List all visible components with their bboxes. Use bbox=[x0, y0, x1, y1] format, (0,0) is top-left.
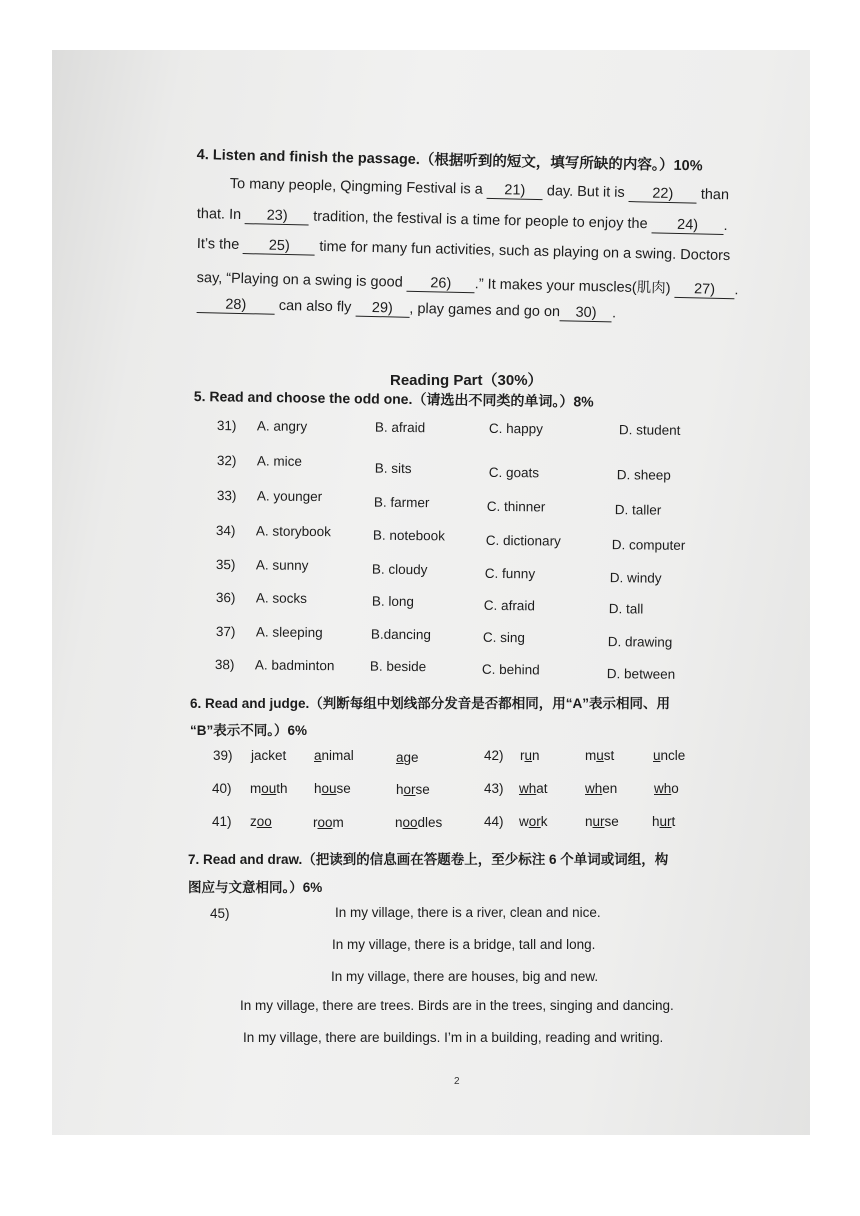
judge-word: zoo bbox=[250, 814, 272, 829]
judge-word: run bbox=[520, 748, 540, 763]
poem-line: In my village, there is a river, clean and nice. bbox=[335, 905, 601, 920]
passage-line-2: that. In 23) tradition, the festival is a time for people to enjoy the 24) . bbox=[196, 206, 728, 235]
judge-word: uncle bbox=[653, 748, 686, 763]
blank-25: 25) bbox=[243, 237, 315, 256]
choice-row: 34) A. storybook B. notebook C. dictionary D. computer bbox=[215, 523, 686, 553]
judge-word: who bbox=[654, 781, 679, 796]
poem-line: In my village, there is a bridge, tall and long. bbox=[332, 937, 596, 952]
question-45-number: 45) bbox=[210, 906, 230, 921]
judge-word: horse bbox=[396, 782, 430, 797]
judge-word: work bbox=[519, 814, 548, 829]
section-4-heading: 4. Listen and finish the passage.（根据听到的短文，填写所缺的内容。）10% bbox=[196, 146, 703, 175]
choice-row: 35) A. sunny B. cloudy C. funny D. windy bbox=[215, 557, 662, 586]
judge-word: what bbox=[519, 781, 548, 796]
section-6-heading-line-2: “B”表示不同。）6% bbox=[190, 723, 308, 738]
judge-word: mouth bbox=[250, 781, 288, 796]
choice-row: 37) A. sleeping B.dancing C. sing D. drawing bbox=[215, 624, 673, 650]
judge-word: room bbox=[313, 815, 344, 830]
blank-26: 26) bbox=[407, 275, 475, 294]
reading-part-title: Reading Part（30%） bbox=[390, 372, 543, 389]
passage-line-1: To many people, Qingming Festival is a 21) day. But it is 22) than bbox=[229, 176, 730, 204]
blank-23: 23) bbox=[245, 207, 309, 225]
blank-28: 28) bbox=[197, 296, 275, 315]
choice-row: 36) A. socks B. long C. afraid D. tall bbox=[215, 590, 644, 617]
poem-line: In my village, there are houses, big and new. bbox=[331, 969, 599, 984]
blank-24: 24) bbox=[651, 216, 723, 235]
choice-row: 38) A. badminton B. beside C. behind D. between bbox=[214, 657, 676, 682]
poem-line: In my village, there are buildings. I’m in a building, reading and writing. bbox=[243, 1030, 664, 1045]
poem-line: In my village, there are trees. Birds are in the trees, singing and dancing. bbox=[240, 998, 674, 1013]
blank-21: 21) bbox=[487, 182, 543, 200]
judge-word: jacket bbox=[251, 748, 287, 763]
judge-word: must bbox=[585, 748, 615, 763]
blank-27: 27) bbox=[674, 281, 734, 299]
section-7-heading-line-2: 图应与文意相同。）6% bbox=[188, 880, 323, 895]
exam-page-photo: 4. Listen and finish the passage.（根据听到的短文，填写所缺的内容。）10% To many people, Qingming Festival is a 21) day. But it is 22) than that. In 23) tradition, the festival is a time for people to enjoy the 24) . It’s the 25) time for many fun activities, such as playing on a swing. Doctors say, “Playing on a swing is good 26) .” It makes your muscles(肌肉) 27) . 28) can also fly 29) , play games and go on 30) . Reading Part（30%） 5. Read and choose the odd one.（请选出不同类的单词。）8% 31) A. angry B. afraid C. happy D. student 32) A. mice B. sits C. goats D. sheep 33) A. younger B. farmer C. thinner D. taller 34) A. storybook B. notebook C. dictionary D. computer 35) A. sunny B. cloudy C. funny D. windy 36) A. socks B. long C. afraid D. tall 37) A. sleeping B.dancing C. sing D. drawing 38) A. badminton B. beside C. behind D. between 6. Read and judge.（判断每组中划线部分发音是否都相同，用“A”表示相同、用 “B”表示不同。）6% 39) jacket animal age 42) run must uncle 40) mouth house horse 43) what when who 41) zoo room noodles 44) work nurse hurt 7. Read and draw.（把读到的信息画在答题卷上，至少标注 6 个单词或词组，构 图应与文意相同。）6% 45) In my village, there is a river, clean and nice. In my village, there is a bridge, tall and long. In my village, there are houses, big and new. In my village, there are trees. Birds are in the trees, singing and dancing. In my village, there are buildings. I’m in a building, reading and writing. 2 bbox=[52, 50, 810, 1135]
section-7-heading-line-1: 7. Read and draw.（把读到的信息画在答题卷上，至少标注 6 个单词或词组，构 bbox=[188, 852, 669, 867]
choice-row: 32) A. mice B. sits C. goats D. sheep bbox=[216, 453, 671, 483]
blank-22: 22) bbox=[629, 185, 697, 204]
judge-word: hurt bbox=[652, 814, 676, 829]
passage-line-3: It’s the 25) time for many fun activities, such as playing on a swing. Doctors bbox=[196, 236, 731, 265]
judge-word: nurse bbox=[585, 814, 619, 829]
choice-row: 31) A. angry B. afraid C. happy D. student bbox=[216, 418, 681, 438]
section-6-heading-line-1: 6. Read and judge.（判断每组中划线部分发音是否都相同，用“A”表示相同、用 bbox=[190, 696, 671, 711]
choice-row: 33) A. younger B. farmer C. thinner D. taller bbox=[216, 488, 662, 518]
passage-line-5: 28) can also fly 29) , play games and go on 30) . bbox=[197, 296, 617, 323]
blank-30: 30) bbox=[560, 304, 612, 322]
passage-line-4: say, “Playing on a swing is good 26) .” It makes your muscles(肌肉) 27) . bbox=[196, 269, 739, 299]
judge-word: animal bbox=[314, 748, 354, 763]
judge-word: when bbox=[585, 781, 618, 796]
judge-word: noodles bbox=[395, 815, 443, 830]
page-number: 2 bbox=[454, 1076, 460, 1087]
section-5-heading: 5. Read and choose the odd one.（请选出不同类的单词。）8% bbox=[193, 387, 594, 410]
judge-word: age bbox=[396, 750, 419, 765]
judge-word: house bbox=[314, 781, 351, 796]
blank-29: 29) bbox=[355, 300, 409, 318]
